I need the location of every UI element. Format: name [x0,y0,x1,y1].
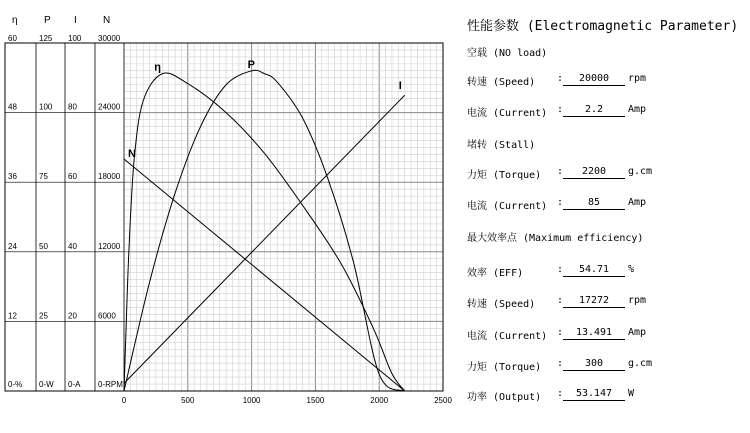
param-unit: % [628,264,635,275]
y-tick-label: 48 [8,102,17,112]
y-tick-label: 100 [68,34,82,43]
param-label: 电流 (Current) [467,108,548,119]
param-label: 力矩 (Torque) [467,170,542,181]
y-tick-label: 25 [39,311,48,321]
panel-title: 性能参数 (Electromagnetic Parameter) [467,19,739,34]
y-tick-label: 75 [39,172,48,182]
y-tick-label: 60 [68,172,77,182]
param-label: 效率 (EFF) [467,268,524,279]
y-tick-label: 24 [8,241,17,251]
parameter-panel [467,0,750,433]
stall-current-row [467,197,750,211]
param-unit: rpm [628,295,647,306]
y-tick-label: 125 [39,34,53,43]
param-label: 电流 (Current) [467,201,548,212]
max-eff-torque-row [467,358,750,372]
param-value: 20000 [563,73,625,86]
axis-header-label: η [12,15,18,26]
max-eff-eff-row [467,264,750,278]
param-colon: : [557,104,564,115]
max-eff-current-row [467,327,750,341]
y-tick-label: 60 [8,34,17,43]
param-value: 17272 [563,295,625,308]
y-tick-label: 50 [39,241,48,251]
param-value: 85 [563,197,625,210]
param-label: 功率 (Output) [467,392,542,403]
series-label-P: P [247,58,255,71]
param-unit: Amp [628,104,647,115]
param-unit: g.cm [628,166,653,177]
param-value: 13.491 [563,327,625,340]
param-colon: : [557,295,564,306]
series-label-N: N [128,148,136,160]
y-tick-label: 80 [68,102,77,112]
y-tick-label: 12 [8,311,17,321]
y-tick-label: 24000 [98,102,121,112]
param-label: 力矩 (Torque) [467,362,542,373]
x-tick-label: 0 [121,396,127,405]
param-colon: : [557,358,564,369]
x-tick-label: 500 [181,396,195,405]
param-unit: Amp [628,327,647,338]
x-tick-label: 2000 [370,396,389,405]
param-value: 54.71 [563,264,625,277]
axis-header-label: I [74,15,77,26]
stall-torque-row [467,166,750,180]
param-colon: : [557,264,564,275]
param-colon: : [557,73,564,84]
param-label: 转速 (Speed) [467,299,536,310]
y-tick-label: 20 [68,311,77,321]
x-tick-label: 1000 [242,396,261,405]
no-load-heading: 空载 (NO load) [467,48,548,59]
y-tick-label: 18000 [98,172,121,182]
param-unit: g.cm [628,358,653,369]
param-colon: : [557,166,564,177]
param-label: 电流 (Current) [467,331,548,342]
y-tick-label: 0-RPM [98,380,123,389]
max-eff-output-row [467,388,750,402]
no-load-speed-row [467,73,750,87]
param-unit: rpm [628,73,647,84]
series-label-I: I [398,80,402,93]
param-label: 转速 (Speed) [467,77,536,88]
y-tick-label: 0-A [68,380,81,389]
x-tick-label: 2500 [434,396,452,405]
param-value: 2200 [563,166,625,179]
y-tick-label: 12000 [98,241,121,251]
x-tick-label: 1500 [306,396,325,405]
y-tick-label: 40 [68,241,77,251]
axis-header-label: P [44,15,51,26]
series-label-eta: η [154,61,162,74]
param-value: 300 [563,358,625,371]
max-eff-heading: 最大效率点 (Maximum efficiency) [467,233,644,244]
param-value: 2.2 [563,104,625,117]
param-value: 53.147 [563,388,625,401]
max-eff-speed-row [467,295,750,309]
param-colon: : [557,327,564,338]
y-tick-label: 36 [8,172,17,182]
no-load-current-row [467,104,750,118]
y-tick-label: 0-W [39,380,54,389]
stall-heading: 堵转 (Stall) [467,140,536,151]
param-colon: : [557,388,564,399]
y-tick-label: 6000 [98,311,116,321]
param-colon: : [557,197,564,208]
y-tick-label: 0-% [8,380,23,389]
param-unit: W [628,388,635,399]
param-unit: Amp [628,197,647,208]
axis-header-label: N [103,15,111,26]
y-tick-label: 100 [39,102,53,112]
y-tick-label: 30000 [98,34,121,43]
